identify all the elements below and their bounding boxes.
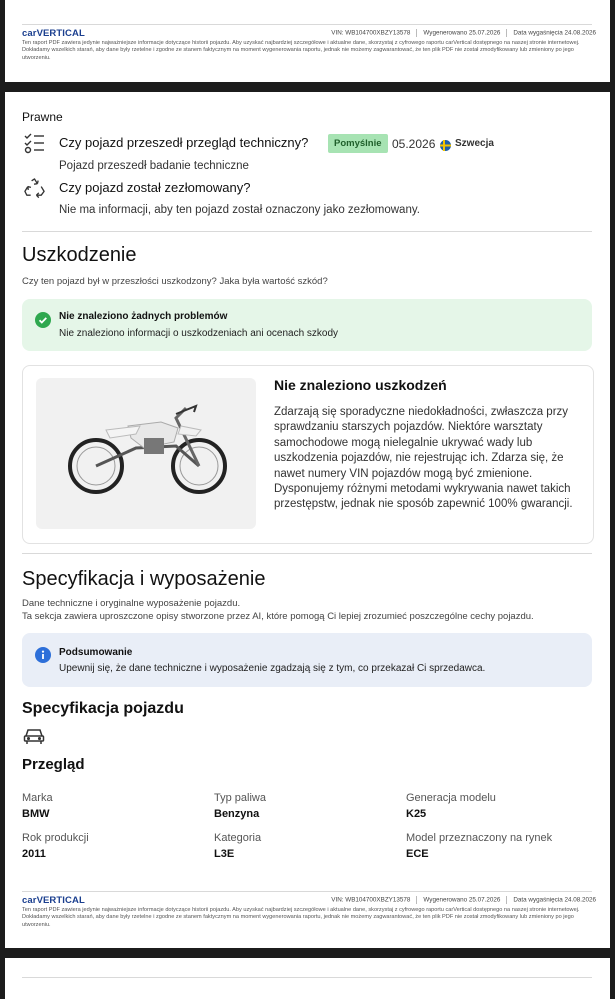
inspection-date: 05.2026 bbox=[392, 137, 436, 151]
damage-success-alert bbox=[22, 299, 592, 351]
specs-info-alert bbox=[22, 633, 592, 687]
vin-label: VIN: bbox=[331, 896, 344, 904]
inspection-country: Szwecja bbox=[455, 138, 494, 149]
report-meta bbox=[331, 29, 596, 37]
report-meta bbox=[331, 896, 596, 904]
expiry-label: Data wygaśnięcia bbox=[513, 29, 563, 37]
specs-alert-title: Podsumowanie bbox=[59, 647, 133, 658]
model-generation-value: K25 bbox=[406, 808, 427, 820]
no-damage-line: Dysponujemy różnymi metodami wykrywania nawet takich bbox=[274, 483, 571, 496]
footer-divider bbox=[22, 891, 592, 892]
report-page-next bbox=[5, 958, 610, 999]
category-value: L3E bbox=[214, 848, 235, 860]
scrapped-question: Czy pojazd został zezłomowany? bbox=[59, 180, 251, 195]
no-damage-line: przestępstw, jednak nie sposób zapewnić 100% gwarancji. bbox=[274, 498, 573, 511]
vehicle-spec-title: Specyfikacja pojazdu bbox=[22, 700, 184, 717]
legal-section-title: Prawne bbox=[22, 110, 63, 124]
section-divider bbox=[22, 231, 592, 232]
vin-value: WB104700XBZY13578 bbox=[345, 896, 411, 904]
expiry-label: Data wygaśnięcia bbox=[513, 896, 563, 904]
no-damage-line: sprawdzaniu starszych pojazdów. Niektóre warsztaty bbox=[274, 421, 543, 434]
report-page bbox=[5, 92, 610, 948]
specs-desc-2: Ta sekcja zawiera uproszczone opisy stworzone przez AI, które pomogą Ci lepiej zrozumieć poszczególne cechy pojazdu. bbox=[22, 611, 534, 622]
check-circle-icon bbox=[35, 312, 51, 333]
specs-alert-text: Upewnij się, że dane techniczne i wyposażenie zgadzają się z tym, co przekazał Ci sprzedawca. bbox=[59, 663, 486, 674]
carvertical-logo: carVERTICAL bbox=[22, 895, 85, 906]
category-label: Kategoria bbox=[214, 832, 262, 844]
fuel-type-label: Typ paliwa bbox=[214, 792, 266, 804]
scrapped-result: Nie ma informacji, aby ten pojazd został oznaczony jako zezłomowany. bbox=[59, 204, 420, 216]
no-damage-line: samochodowe mogą nielegalnie ukrywać wady lub bbox=[274, 436, 533, 449]
model-generation-label: Generacja modelu bbox=[406, 792, 496, 804]
no-damage-line: uszkodzenia pojazdów, nie rejestrując ich. Zdarza się, że bbox=[274, 452, 564, 465]
damage-alert-text: Nie znaleziono informacji o uszkodzeniach ani ocenach szkody bbox=[59, 328, 339, 339]
market-value: ECE bbox=[406, 848, 429, 860]
header-divider bbox=[22, 24, 592, 25]
inspection-status-badge: Pomyślnie bbox=[328, 134, 388, 153]
make-value: BMW bbox=[22, 808, 50, 820]
inspection-result: Pojazd przeszedł badanie techniczne bbox=[59, 160, 249, 172]
expiry-date: 24.08.2026 bbox=[564, 29, 596, 37]
production-year-label: Rok produkcji bbox=[22, 832, 89, 844]
specs-section-title: Specyfikacja i wyposażenie bbox=[22, 568, 266, 590]
generated-date: 25.07.2026 bbox=[468, 896, 501, 904]
specs-desc-1: Dane techniczne i oryginalne wyposażenie pojazdu. bbox=[22, 598, 241, 609]
no-damage-text bbox=[274, 405, 573, 513]
sweden-flag-icon bbox=[440, 138, 451, 156]
damage-alert-title: Nie znaleziono żadnych problemów bbox=[59, 311, 228, 322]
overview-title: Przegląd bbox=[22, 756, 85, 773]
vin-label: VIN: bbox=[331, 29, 344, 37]
carvertical-logo: carVERTICAL bbox=[22, 28, 85, 39]
section-divider bbox=[22, 553, 592, 554]
report-page-top bbox=[5, 0, 610, 82]
market-label: Model przeznaczony na rynek bbox=[406, 832, 553, 844]
info-icon bbox=[35, 647, 51, 668]
damage-section-title: Uszkodzenie bbox=[22, 244, 137, 266]
no-damage-card bbox=[22, 365, 594, 544]
generated-label: Wygenerowano bbox=[423, 896, 468, 904]
report-disclaimer: Ten raport PDF zawiera jedynie najważniejsze informacje dotyczące historii pojazdu. Aby uzyskać najbardziej szczegółowe i aktualne dane, skorzystaj z cyfrowego raportu carVertical dostępnego na naszej stronie internetowej. Dokładamy wszelkich starań, aby dane były rzetelne i zgodne ze stanem faktycznym na moment wygenerowania raportu, jednak nie możemy zagwarantować, że ten plik PDF nie został zmodyfikowany lub zmieniony po jego utworzeniu. bbox=[22, 907, 580, 928]
damage-section-subtitle: Czy ten pojazd był w przeszłości uszkodzony? Jaka była wartość szkód? bbox=[22, 276, 328, 287]
report-disclaimer: Ten raport PDF zawiera jedynie najważniejsze informacje dotyczące historii pojazdu. Aby uzyskać najbardziej szczegółowe i aktualne dane, skorzystaj z cyfrowego raportu carVertical dostępnego na naszej stronie internetowej. Dokładamy wszelkich starań, aby dane były rzetelne i zgodne ze stanem faktycznym na moment wygenerowania raportu, jednak nie możemy zagwarantować, że ten plik PDF nie został zmodyfikowany lub zmieniony po jego utworzeniu. bbox=[22, 40, 580, 61]
make-label: Marka bbox=[22, 792, 53, 804]
no-damage-line: Zdarzają się sporadyczne niedokładności, zwłaszcza przy bbox=[274, 406, 569, 418]
production-year-value: 2011 bbox=[22, 848, 46, 860]
car-icon bbox=[23, 727, 45, 750]
inspection-question: Czy pojazd przeszedł przegląd techniczny? bbox=[59, 135, 309, 150]
motorcycle-image bbox=[36, 378, 256, 529]
generated-date: 25.07.2026 bbox=[468, 29, 501, 37]
no-damage-line: nawet numery VIN pojazdów mogą być zmienione. bbox=[274, 467, 533, 480]
recycle-icon bbox=[23, 177, 46, 205]
no-damage-title: Nie znaleziono uszkodzeń bbox=[274, 377, 447, 393]
generated-label: Wygenerowano bbox=[423, 29, 468, 37]
vin-value: WB104700XBZY13578 bbox=[345, 29, 411, 37]
expiry-date: 24.08.2026 bbox=[564, 896, 596, 904]
fuel-type-value: Benzyna bbox=[214, 808, 260, 820]
header-divider bbox=[22, 977, 592, 978]
checklist-icon bbox=[23, 132, 45, 159]
